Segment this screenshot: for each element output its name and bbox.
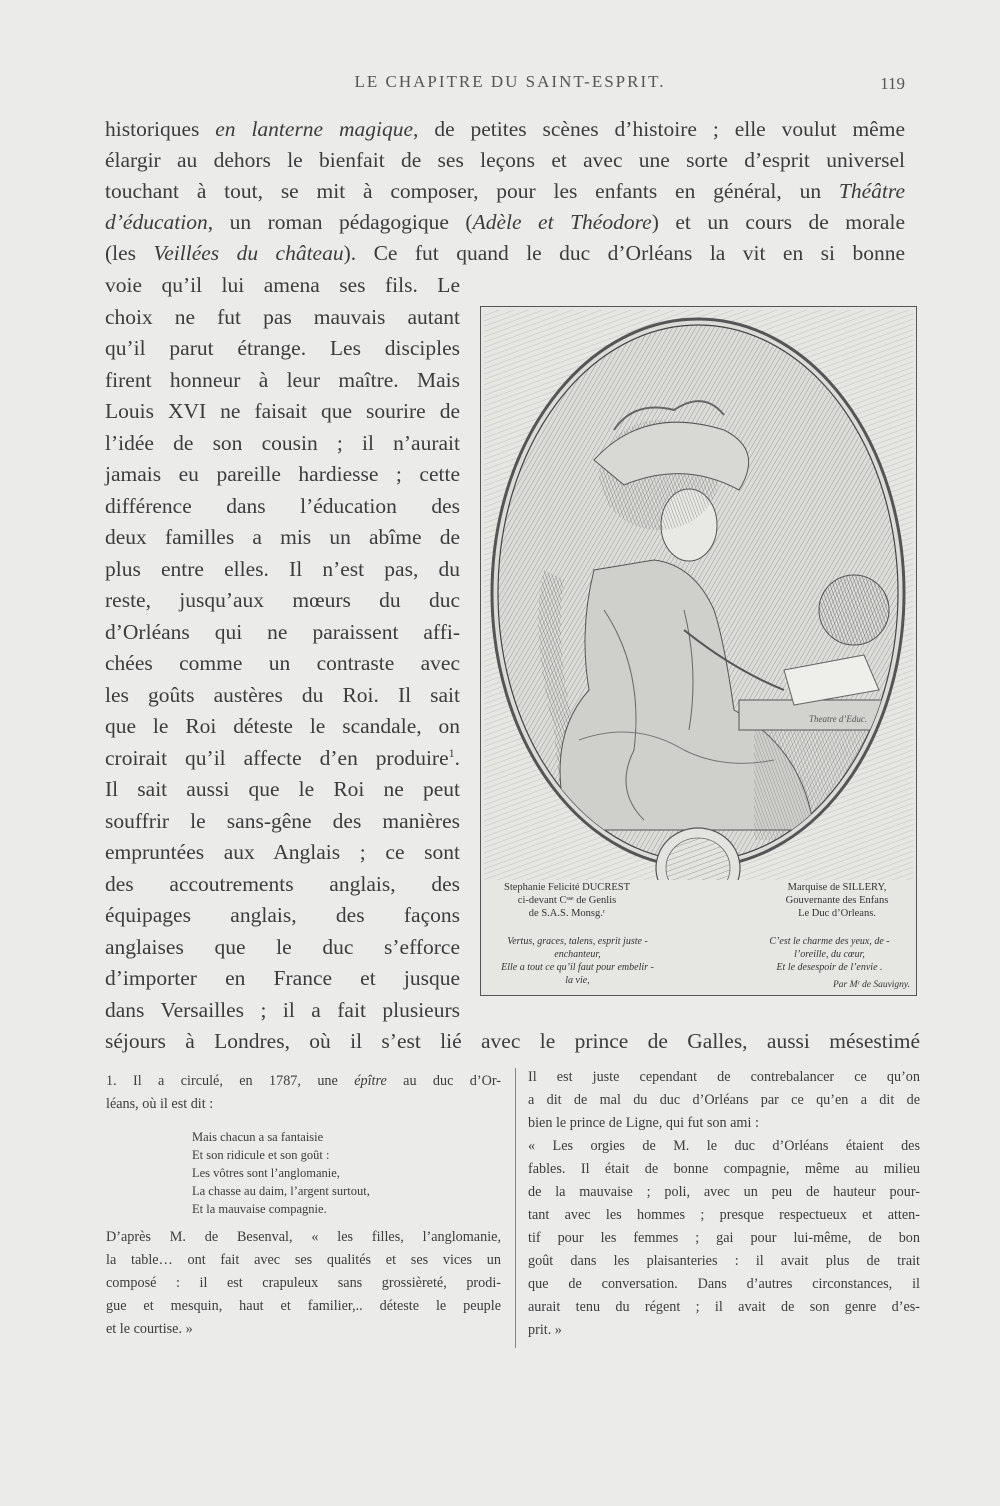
footnote-line: tant avec les hommes ; presque respectueux et atten- bbox=[528, 1207, 920, 1223]
footnote-ref[interactable]: 1 bbox=[448, 745, 455, 760]
body-line: élargir au dehors le bienfait de ses leçons et avec une sorte d’esprit universel bbox=[105, 148, 905, 172]
caption-verse-left: Vertus, graces, talens, esprit juste - enchanteur, Elle a tout ce qu’il faut pour embelir - la vie, bbox=[501, 936, 654, 986]
body-line: plus entre elles. Il n’est pas, du bbox=[105, 556, 460, 581]
body-line: des accoutrements anglais, des bbox=[105, 871, 460, 896]
body-line: d’éducation, un roman pédagogique (Adèle et Théodore) et un cours de morale bbox=[105, 210, 905, 234]
footnote-line: a dit de mal du duc d’Orléans par ce qu’en a dit de bbox=[528, 1092, 920, 1108]
body-line: deux familles a mis un abîme de bbox=[105, 525, 460, 549]
body-line: jamais eu pareille hardiesse ; cette bbox=[105, 462, 460, 486]
plate-caption bbox=[481, 873, 918, 997]
caption-author: Par Mʳ de Sauvigny. bbox=[832, 980, 910, 990]
footnote-line: gue et mesquin, haut et familier,.. déteste le peuple bbox=[106, 1298, 501, 1314]
body-line: séjours à Londres, où il s’est lié avec le prince de Galles, aussi mésestimé bbox=[105, 1029, 920, 1053]
caption-sitter-name: Stephanie Felicité DUCREST ci-devant Cˢˢᵉ de Genlis de S.A.S. Monsg.ʳ bbox=[504, 882, 630, 919]
book-spine-label: Theatre d’Educ. bbox=[809, 714, 868, 724]
body-line: Il sait aussi que le Roi ne peut bbox=[105, 777, 460, 801]
body-line: que le Roi déteste le scandale, on bbox=[105, 714, 460, 738]
page-number: 119 bbox=[880, 74, 905, 93]
footnote-line: prit. » bbox=[528, 1322, 562, 1338]
body-line: empruntées aux Anglais ; ce sont bbox=[105, 840, 460, 864]
footnote-line: bien le prince de Ligne, qui fut son ami : bbox=[528, 1115, 759, 1131]
footnote-line: goût dans les plaisanteries : il avait plus de trait bbox=[528, 1253, 920, 1269]
body-line: historiques en lanterne magique, de petites scènes d’histoire ; elle voulut même bbox=[105, 117, 905, 141]
footnote-line: 1. Il a circulé, en 1787, une épître au duc d’Or- bbox=[106, 1073, 501, 1089]
footnote-line: D’après M. de Besenval, « les filles, l’anglomanie, bbox=[106, 1229, 501, 1245]
footnote-verse-line: Et son ridicule et son goût : bbox=[192, 1148, 330, 1162]
body-line: les goûts austères du Roi. Il sait bbox=[105, 682, 460, 707]
body-line: (les Veillées du château). Ce fut quand le duc d’Orléans la vit en si bonne bbox=[105, 241, 905, 265]
footnote-line: de la mauvaise ; poli, avec un peu de hauteur pour- bbox=[528, 1184, 920, 1200]
body-line: firent honneur à leur maître. Mais bbox=[105, 367, 460, 392]
footnote-line: Il est juste cependant de contrebalancer ce qu’on bbox=[528, 1069, 920, 1085]
footnote-line: « Les orgies de M. le duc d’Orléans étaient des bbox=[528, 1138, 920, 1154]
body-line: l’idée de son cousin ; il n’aurait bbox=[105, 430, 460, 455]
portrait-illustration bbox=[484, 310, 913, 880]
body-line: différence dans l’éducation des bbox=[105, 493, 460, 518]
caption-verse-right: C’est le charme des yeux, de - l’oreille, du cœur, Et le desespoir de l’envie . bbox=[769, 936, 890, 973]
body-line: reste, jusqu’aux mœurs du duc bbox=[105, 588, 460, 612]
body-line: d’Orléans qui ne paraissent affi- bbox=[105, 619, 460, 644]
body-line: touchant à tout, se mit à composer, pour les enfants en général, un Théâtre bbox=[105, 179, 905, 203]
caption-sitter-title: Marquise de SILLERY, Gouvernante des Enfans Le Duc d’Orleans. bbox=[785, 882, 889, 919]
running-head: LE CHAPITRE DU SAINT-ESPRIT. bbox=[354, 72, 666, 91]
footnote-line: composé : il est crapuleux sans grossièreté, prodi- bbox=[106, 1275, 501, 1291]
body-line: croirait qu’il affecte d’en produire$^1$. bbox=[105, 745, 460, 770]
body-line: anglaises que le duc s’efforce bbox=[105, 934, 460, 959]
footnote-line: fables. Il était de bonne compagnie, même au milieu bbox=[528, 1161, 920, 1177]
body-line: d’importer en France et jusque bbox=[105, 966, 460, 990]
body-line: chées comme un contraste avec bbox=[105, 651, 460, 675]
footnote-verse-line: Mais chacun a sa fantaisie bbox=[192, 1130, 324, 1144]
body-line: voie qu’il lui amena ses fils. Le bbox=[105, 273, 460, 297]
column-divider bbox=[515, 1068, 516, 1348]
footnote-line: léans, où il est dit : bbox=[106, 1096, 214, 1112]
footnote-verse-line: La chasse au daim, l’argent surtout, bbox=[192, 1184, 370, 1198]
footnote-verse-line: Les vôtres sont l’anglomanie, bbox=[192, 1166, 340, 1180]
body-line: équipages anglais, des façons bbox=[105, 903, 460, 927]
body-line: dans Versailles ; il a fait plusieurs bbox=[105, 997, 460, 1022]
portrait-engraving bbox=[480, 306, 917, 996]
footnote-line: et le courtise. » bbox=[106, 1321, 193, 1337]
footnote-line: la table… ont fait avec ses qualités et ses vices un bbox=[106, 1252, 501, 1268]
body-line: choix ne fut pas mauvais autant bbox=[105, 304, 460, 329]
footnote-line: que de conversation. Dans d’autres circonstances, il bbox=[528, 1276, 920, 1292]
footnote-line: aurait tenu du régent ; il avait de son genre d’es- bbox=[528, 1299, 920, 1315]
footnote-verse-line: Et la mauvaise compagnie. bbox=[192, 1202, 327, 1216]
body-line: qu’il parut étrange. Les disciples bbox=[105, 336, 460, 360]
footnote-line: tif pour les femmes ; gai pour lui-même, de bon bbox=[528, 1230, 920, 1246]
body-line: souffrir le sans-gêne des manières bbox=[105, 808, 460, 833]
body-line: Louis XVI ne faisait que sourire de bbox=[105, 399, 460, 423]
